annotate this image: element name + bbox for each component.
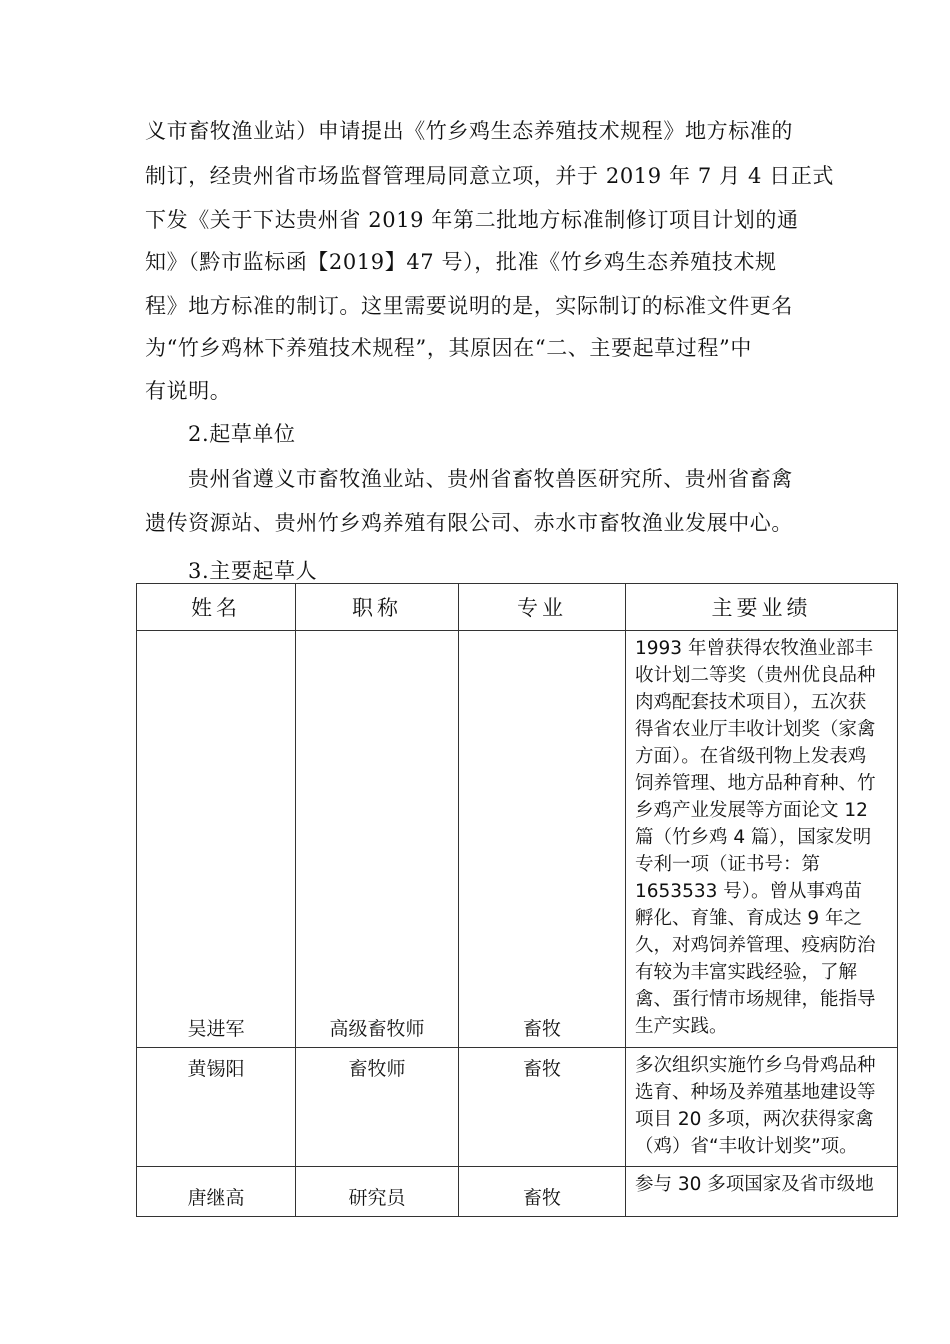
text-line: 义市畜牧渔业站）申请提出《竹乡鸡生态养殖技术规程》地方标准的 — [145, 119, 793, 143]
achievement-line: 项目 20 多项，两次获得家禽 — [635, 1109, 874, 1130]
cell-title: 畜牧师 — [296, 1048, 459, 1167]
section-heading-drafting-units: 2.起草单位 — [188, 422, 296, 446]
achievement-line: 生产实践。 — [635, 1016, 728, 1037]
achievement-line: 禽、蛋行情市场规律，能指导 — [635, 989, 876, 1010]
text-line: 贵州省遵义市畜牧渔业站、贵州省畜牧兽医研究所、贵州省畜禽 — [188, 467, 793, 491]
text-line: 有说明。 — [145, 379, 232, 403]
table-row — [137, 1048, 898, 1167]
achievement-line: 1653533 号）。曾从事鸡苗 — [635, 881, 863, 902]
achievement-line: 孵化、育雏、育成达 9 年之 — [635, 908, 863, 929]
cell-title: 研究员 — [296, 1167, 459, 1217]
achievement-line: 收计划二等奖（贵州优良品种 — [635, 665, 876, 686]
text-line: 遗传资源站、贵州竹乡鸡养殖有限公司、赤水市畜牧渔业发展中心。 — [145, 511, 793, 535]
table-row — [137, 1167, 898, 1217]
cell-achievements — [626, 1048, 898, 1167]
cell-achievements — [626, 1167, 898, 1217]
text-line: 知》（黔市监标函【2019】47 号），批准《竹乡鸡生态养殖技术规 — [145, 250, 777, 274]
achievement-line: 肉鸡配套技术项目），五次获 — [635, 692, 867, 713]
table-header-row — [137, 584, 898, 631]
header-title: 职称 — [296, 584, 459, 631]
cell-name: 吴进军 — [137, 631, 296, 1048]
cell-title: 高级畜牧师 — [296, 631, 459, 1048]
achievement-line: 选育、种场及养殖基地建设等 — [635, 1082, 876, 1103]
cell-name: 黄锡阳 — [137, 1048, 296, 1167]
header-major: 专业 — [459, 584, 626, 631]
achievement-line: 得省农业厅丰收计划奖（家禽 — [635, 719, 876, 740]
achievement-line: 久，对鸡饲养管理、疫病防治 — [635, 935, 876, 956]
achievement-line: 乡鸡产业发展等方面论文 12 — [635, 800, 868, 821]
cell-major: 畜牧 — [459, 1167, 626, 1217]
text-line: 为“竹乡鸡林下养殖技术规程”，其原因在“二、主要起草过程”中 — [145, 336, 752, 360]
cell-name: 唐继高 — [137, 1167, 296, 1217]
achievement-line: 方面）。在省级刊物上发表鸡 — [635, 746, 867, 767]
achievement-line: 饲养管理、地方品种育种、竹 — [635, 773, 876, 794]
text-line: 制订，经贵州省市场监督管理局同意立项，并于 2019 年 7 月 4 日正式 — [145, 164, 835, 188]
achievement-line: 专利一项（证书号：第 — [635, 854, 821, 875]
header-name: 姓名 — [137, 584, 296, 631]
section-heading-main-drafters: 3.主要起草人 — [188, 559, 318, 583]
achievement-line: 篇（竹乡鸡 4 篇），国家发明 — [635, 827, 872, 848]
achievement-line: （鸡）省“丰收计划奖”项。 — [635, 1136, 858, 1157]
cell-major: 畜牧 — [459, 1048, 626, 1167]
achievement-line: 参与 30 多项国家及省市级地 — [635, 1174, 874, 1195]
achievement-line: 多次组织实施竹乡乌骨鸡品种 — [635, 1055, 876, 1076]
header-achievements: 主要业绩 — [626, 584, 898, 631]
table-row — [137, 631, 898, 1048]
text-line: 下发《关于下达贵州省 2019 年第二批地方标准制修订项目计划的通 — [145, 208, 799, 232]
achievement-line: 1993 年曾获得农牧渔业部丰 — [635, 638, 873, 659]
achievement-line: 有较为丰富实践经验，了解 — [635, 962, 858, 983]
drafters-table — [136, 583, 898, 1217]
cell-major: 畜牧 — [459, 631, 626, 1048]
cell-achievements — [626, 631, 898, 1048]
text-line: 程》地方标准的制订。这里需要说明的是，实际制订的标准文件更名 — [145, 294, 793, 318]
